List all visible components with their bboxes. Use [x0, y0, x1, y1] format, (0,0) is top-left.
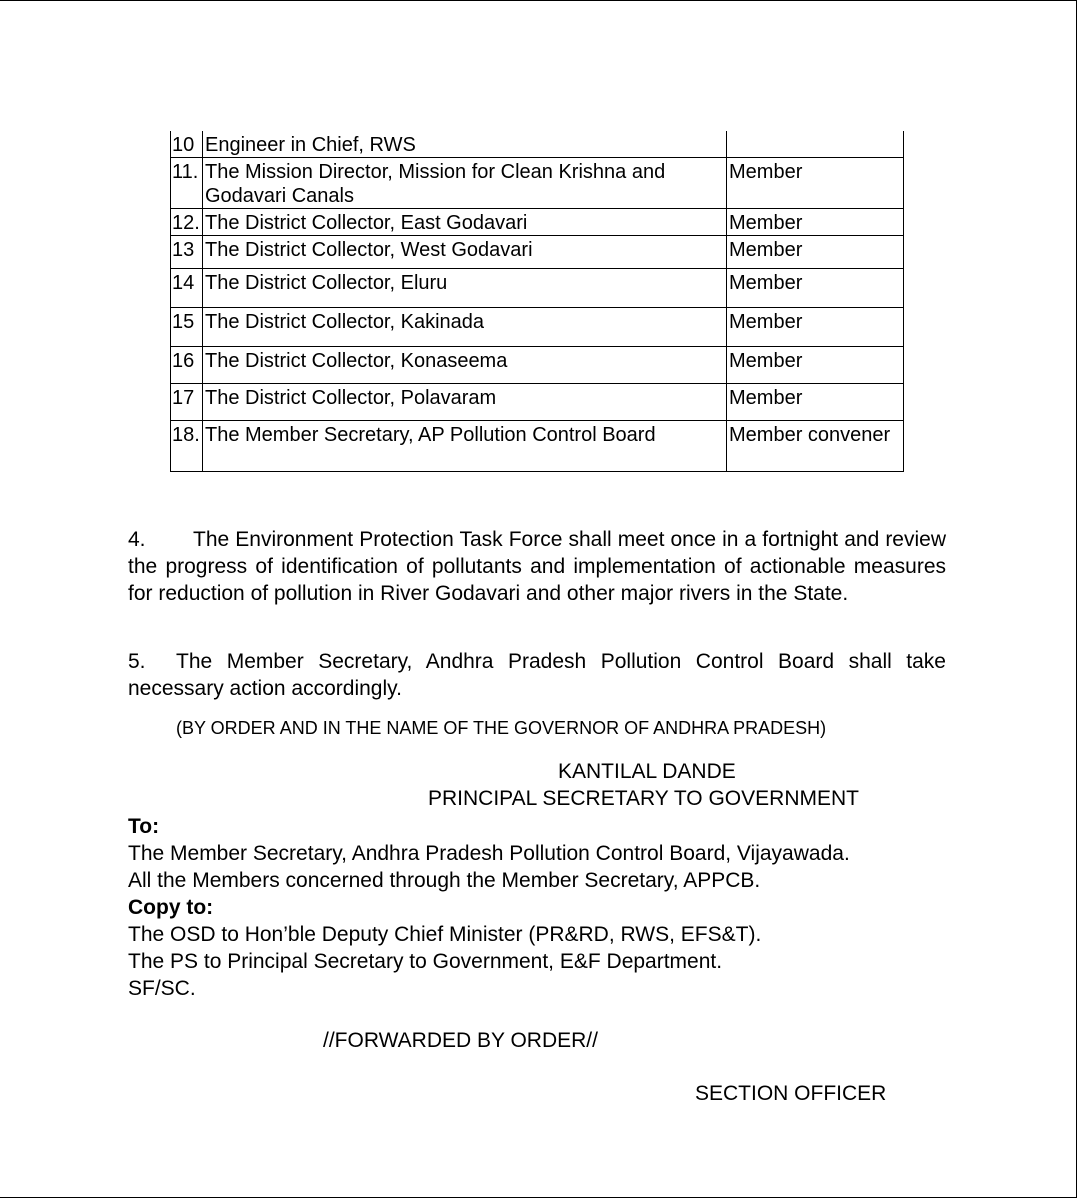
member-role: Member [727, 209, 904, 236]
row-number: 10 [171, 131, 203, 158]
member-role: Member [727, 347, 904, 384]
member-role: Member [727, 269, 904, 308]
table-row [171, 269, 904, 308]
paragraph-4 [128, 526, 946, 607]
copy-to-line: SF/SC. [128, 977, 196, 1000]
member-name: The Member Secretary, AP Pollution Control Board [203, 421, 727, 472]
member-role: Member [727, 158, 904, 209]
row-number: 17 [171, 384, 203, 421]
table-row [171, 209, 904, 236]
row-number: 12. [171, 209, 203, 236]
table-row [171, 158, 904, 209]
row-number: 18. [171, 421, 203, 472]
member-name: The District Collector, West Godavari [203, 236, 727, 269]
row-number: 13 [171, 236, 203, 269]
section-officer: SECTION OFFICER [695, 1082, 887, 1105]
paragraph-number: 5. [128, 650, 146, 673]
forwarded-line: //FORWARDED BY ORDER// [323, 1029, 598, 1052]
signatory-name: KANTILAL DANDE [558, 760, 736, 783]
row-number: 15 [171, 308, 203, 347]
row-number: 16 [171, 347, 203, 384]
member-role: Member [727, 384, 904, 421]
copy-to-line: The PS to Principal Secretary to Government, E&F Department. [128, 950, 723, 973]
member-name: The District Collector, East Godavari [203, 209, 727, 236]
member-role: Member [727, 236, 904, 269]
paragraph-5 [128, 648, 946, 702]
members-table [170, 131, 904, 472]
member-name: The District Collector, Kakinada [203, 308, 727, 347]
copy-to-heading: Copy to: [128, 896, 214, 919]
member-role [727, 131, 904, 158]
governor-order-line: (BY ORDER AND IN THE NAME OF THE GOVERNOR OF ANDHRA PRADESH) [176, 718, 827, 738]
to-heading: To: [128, 815, 160, 838]
table-row [171, 421, 904, 472]
table-row [171, 384, 904, 421]
table-row [171, 131, 904, 158]
paragraph-number: 4. [128, 528, 146, 551]
signatory-designation: PRINCIPAL SECRETARY TO GOVERNMENT [428, 787, 859, 810]
member-name: Engineer in Chief, RWS [203, 131, 727, 158]
to-line: The Member Secretary, Andhra Pradesh Pollution Control Board, Vijayawada. [128, 842, 850, 865]
paragraph-text: The Member Secretary, Andhra Pradesh Pollution Control Board shall take necessary action accordingly. [128, 650, 946, 700]
member-role: Member [727, 308, 904, 347]
table-row [171, 236, 904, 269]
copy-to-line: The OSD to Hon’ble Deputy Chief Minister (PR&RD, RWS, EFS&T). [128, 923, 762, 946]
member-name: The District Collector, Polavaram [203, 384, 727, 421]
paragraph-text: The Environment Protection Task Force shall meet once in a fortnight and review the progress of identification of pollutants and implementation of actionable measures for reduction of pollution in River Godavari and other major rivers in the State. [128, 528, 946, 605]
row-number: 11. [171, 158, 203, 209]
table-row [171, 347, 904, 384]
member-name: The Mission Director, Mission for Clean Krishna and Godavari Canals [203, 158, 727, 209]
member-role: Member convener [727, 421, 904, 472]
table-row [171, 308, 904, 347]
member-name: The District Collector, Konaseema [203, 347, 727, 384]
row-number: 14 [171, 269, 203, 308]
to-line: All the Members concerned through the Member Secretary, APPCB. [128, 869, 761, 892]
member-name: The District Collector, Eluru [203, 269, 727, 308]
